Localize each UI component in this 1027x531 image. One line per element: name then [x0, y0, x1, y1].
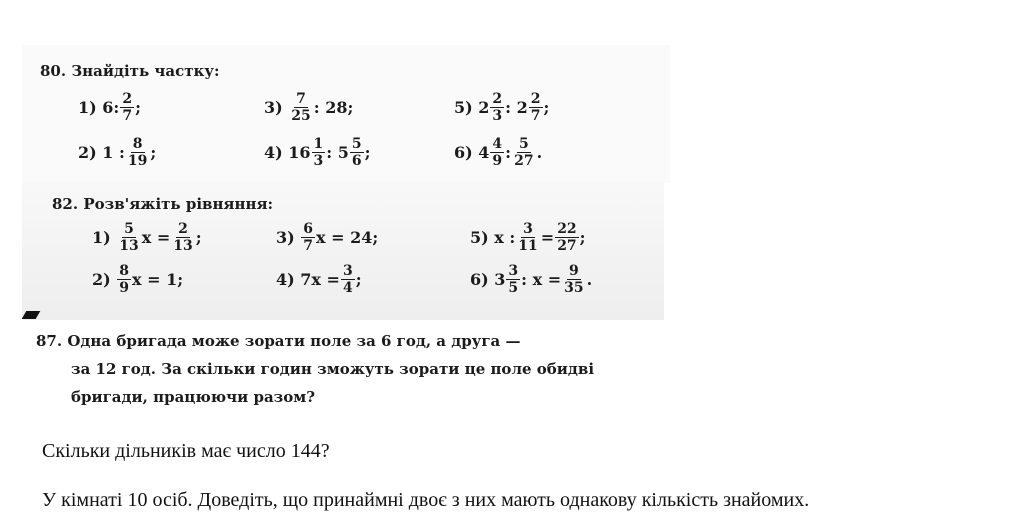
- expression-text: =: [540, 228, 555, 247]
- expression-text: ;: [355, 270, 362, 289]
- problem-80-heading: [40, 62, 219, 80]
- expression-text: 3: [494, 270, 506, 289]
- expression-text: : 2: [505, 98, 528, 117]
- fraction-numerator: 3: [508, 263, 519, 279]
- problem-82-item: [92, 222, 202, 253]
- problem-80-title: Знайдіть частку:: [71, 62, 220, 80]
- fraction-numerator: 2: [122, 91, 133, 107]
- expression-text: 2: [478, 98, 490, 117]
- expression-text: .: [586, 270, 593, 289]
- fraction: [341, 264, 355, 295]
- fraction-denominator: 9: [492, 153, 503, 169]
- fraction-denominator: 3: [492, 108, 503, 124]
- problem-80-item: [78, 92, 141, 123]
- fraction: [289, 92, 312, 123]
- fraction-denominator: 9: [119, 280, 130, 296]
- problem-80-number: 80.: [40, 62, 67, 80]
- expression-text: x = 24;: [316, 228, 379, 247]
- expression-text: : 28;: [313, 98, 354, 117]
- expression-text: ;: [543, 98, 550, 117]
- fraction: [126, 137, 149, 168]
- problem-87-line-3: бригади, працюючи разом?: [71, 388, 316, 406]
- expression-text: x =: [141, 228, 171, 247]
- fraction: [490, 137, 504, 168]
- fraction: [117, 222, 140, 253]
- fraction-denominator: 13: [119, 238, 139, 254]
- problem-80-item: [264, 137, 371, 168]
- item-label: 4): [276, 270, 301, 289]
- problem-82-item: [470, 222, 586, 253]
- expression-text: .: [536, 143, 543, 162]
- fraction-denominator: 27: [514, 153, 534, 169]
- fraction-denominator: 7: [122, 108, 133, 124]
- fraction: [171, 222, 194, 253]
- problem-87-text-1: Одна бригада може зорати поле за 6 год, а друга —: [67, 332, 521, 350]
- fraction: [490, 92, 504, 123]
- problem-82-item: [276, 222, 378, 253]
- fraction: [516, 222, 539, 253]
- fraction-denominator: 7: [303, 238, 314, 254]
- fraction-numerator: 8: [132, 136, 143, 152]
- problem-82-title: Розв'яжіть рівняння:: [83, 195, 274, 213]
- fraction: [312, 137, 326, 168]
- fraction-numerator: 1: [313, 136, 324, 152]
- fraction: [529, 92, 543, 123]
- expression-text: ;: [195, 228, 202, 247]
- fraction-numerator: 3: [342, 263, 353, 279]
- expression-text: ;: [364, 143, 371, 162]
- problem-87-line-2: за 12 год. За скільки годин зможуть зорати це поле обидві: [71, 360, 595, 378]
- expression-text: 16: [288, 143, 311, 162]
- problem-82-heading: [52, 195, 273, 213]
- item-label: 1): [78, 98, 103, 117]
- expression-text: ;: [579, 228, 586, 247]
- expression-text: : 5: [326, 143, 349, 162]
- expression-text: :: [505, 143, 512, 162]
- fraction-denominator: 6: [351, 153, 362, 169]
- fraction: [301, 222, 315, 253]
- expression-text: 7x =: [300, 270, 340, 289]
- fraction-numerator: 2: [530, 91, 541, 107]
- fraction-denominator: 5: [508, 280, 519, 296]
- expression-text: x = 1;: [132, 270, 184, 289]
- fraction-numerator: 7: [296, 91, 306, 107]
- fraction-numerator: 2: [178, 221, 188, 237]
- fraction-denominator: 11: [518, 238, 538, 254]
- problem-80-item: [454, 92, 549, 123]
- fraction-numerator: 4: [492, 136, 503, 152]
- fraction-numerator: 6: [303, 221, 314, 237]
- fraction-denominator: 3: [313, 153, 324, 169]
- item-label: 4): [264, 143, 289, 162]
- fraction: [506, 264, 520, 295]
- fraction-denominator: 4: [342, 280, 353, 296]
- expression-text: ;: [150, 143, 157, 162]
- item-label: 1): [92, 228, 117, 247]
- item-label: 5): [454, 98, 479, 117]
- fraction-denominator: 13: [173, 238, 193, 254]
- item-label: 2): [92, 270, 117, 289]
- fraction-denominator: 7: [530, 108, 541, 124]
- problem-80-item: [454, 137, 542, 168]
- fraction-numerator: 5: [124, 221, 134, 237]
- problem-80-item: [264, 92, 353, 123]
- expression-text: 1 :: [102, 143, 125, 162]
- item-label: 3): [276, 228, 301, 247]
- fraction: [562, 264, 585, 295]
- item-label: 6): [470, 270, 495, 289]
- fraction: [512, 137, 535, 168]
- fraction: [117, 264, 131, 295]
- problem-87-number: 87.: [36, 332, 63, 350]
- expression-text: : x =: [521, 270, 562, 289]
- expression-text: 6:: [102, 98, 120, 117]
- fraction: [120, 92, 134, 123]
- fraction-numerator: 9: [569, 263, 579, 279]
- expression-text: ;: [135, 98, 141, 117]
- fraction-numerator: 5: [351, 136, 362, 152]
- question-acquaintances: У кімнаті 10 осіб. Доведіть, що принаймні двоє з них мають однакову кількість знайомих.: [42, 489, 810, 511]
- expression-text: 4: [478, 143, 490, 162]
- item-label: 2): [78, 143, 103, 162]
- problem-82-number: 82.: [52, 195, 79, 213]
- fraction: [350, 137, 364, 168]
- fraction-denominator: 25: [291, 108, 311, 124]
- expression-text: x :: [494, 228, 516, 247]
- fraction-numerator: 2: [492, 91, 503, 107]
- item-label: 6): [454, 143, 479, 162]
- fraction-denominator: 27: [557, 238, 577, 254]
- fraction-numerator: 8: [119, 263, 130, 279]
- problem-82-item: [276, 264, 362, 295]
- fraction-denominator: 19: [127, 153, 148, 169]
- fraction-numerator: 5: [518, 136, 529, 152]
- problem-82-item: [470, 264, 592, 295]
- fraction-numerator: 3: [523, 221, 533, 237]
- item-label: 5): [470, 228, 495, 247]
- problem-82-item: [92, 264, 183, 295]
- problem-80-item: [78, 137, 156, 168]
- question-divisors-144: Скільки дільників має число 144?: [42, 440, 330, 462]
- item-label: 3): [264, 98, 289, 117]
- fraction-denominator: 35: [564, 280, 584, 296]
- problem-87-line-1: [36, 328, 520, 354]
- fraction-numerator: 22: [557, 221, 577, 237]
- fraction: [555, 222, 578, 253]
